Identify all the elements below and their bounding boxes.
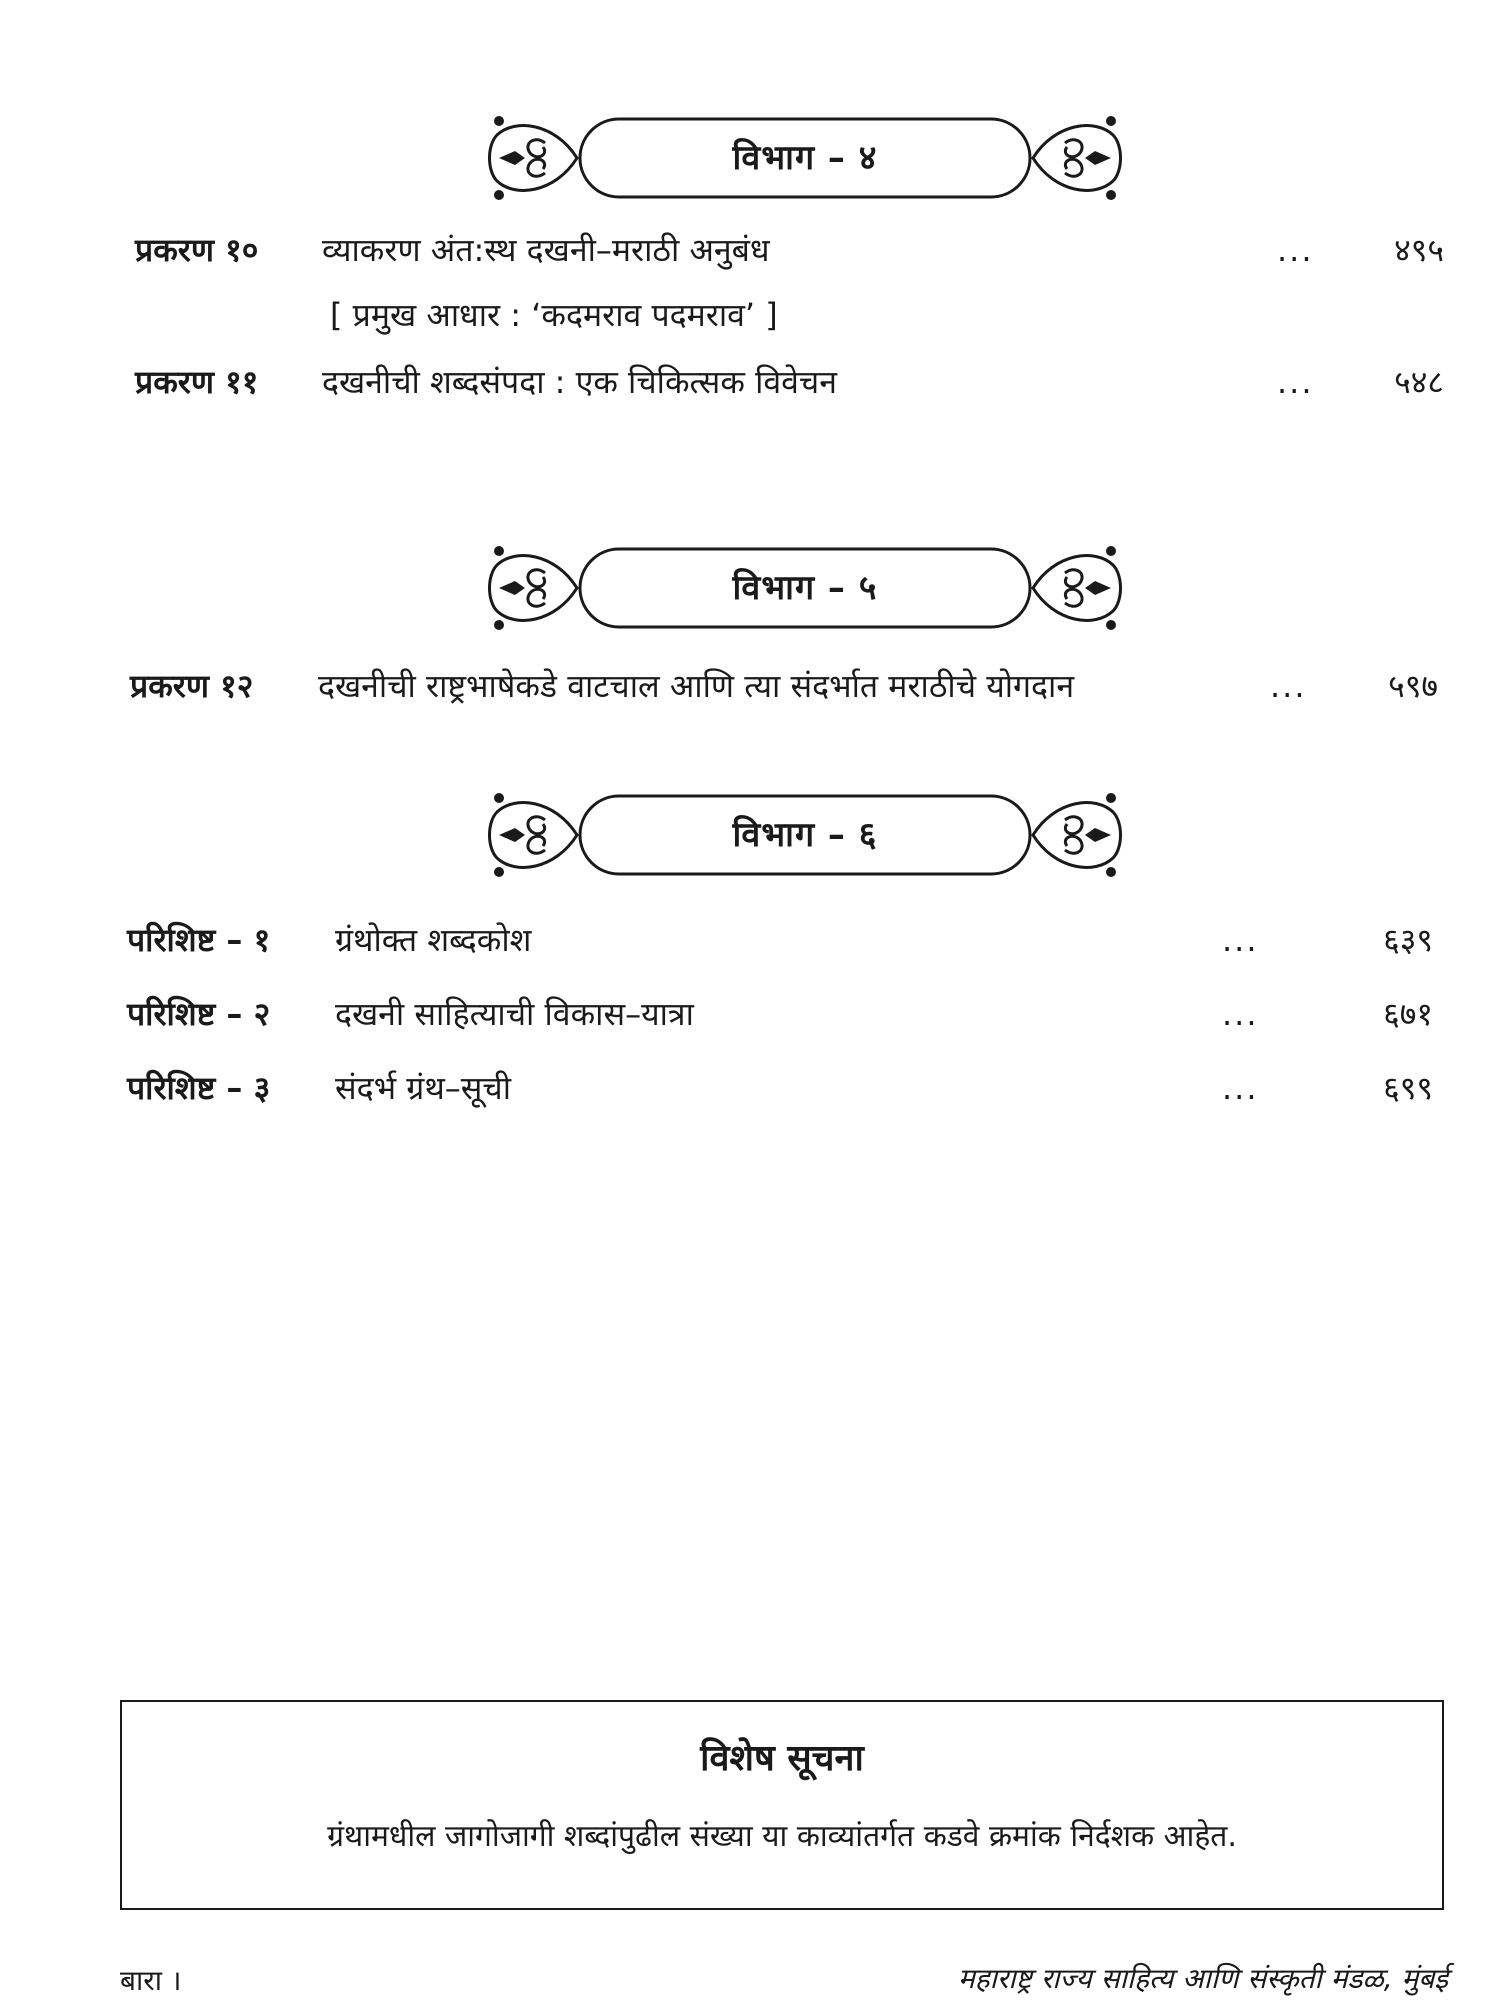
toc-entry-page: ६७१ (1383, 995, 1433, 1033)
toc-entry-title: दखनीची राष्ट्रभाषेकडे वाटचाल आणि त्या संदर्भात मराठीचे योगदान (318, 667, 1075, 705)
toc-entry-title: व्याकरण अंत:स्थ दखनी–मराठी अनुबंध (322, 231, 770, 269)
toc-entry-page: ६३९ (1383, 921, 1433, 959)
toc-entry[interactable] (0, 1058, 1500, 1118)
toc-entry[interactable] (0, 910, 1500, 970)
toc-entry[interactable] (0, 656, 1500, 716)
toc-entry-page: ४९५ (1394, 231, 1444, 269)
toc-entry-subtitle: [ प्रमुख आधार : ‘कदमराव पदमराव’ ] (330, 296, 778, 334)
publisher-footer: महाराष्ट्र राज्य साहित्य आणि संस्कृती मंडळ, मुंबई (958, 1962, 1448, 1995)
toc-entry-page: ६९९ (1383, 1069, 1433, 1107)
page-number-label: बारा । (120, 1964, 182, 1997)
toc-entry-page: ५४८ (1394, 363, 1444, 401)
section-title: विभाग – ४ (732, 138, 878, 178)
section-banner-5 (485, 543, 1125, 633)
section-title: विभाग – ६ (732, 815, 878, 855)
toc-entry-leader: ... (1277, 363, 1314, 401)
toc-entry-leader: ... (1277, 231, 1314, 269)
toc-entry-leader: ... (1222, 1069, 1259, 1107)
toc-entry-label: परिशिष्ट – १ (127, 921, 271, 959)
toc-entry[interactable] (0, 984, 1500, 1044)
toc-entry-label: प्रकरण १० (135, 231, 259, 269)
toc-entry-label: प्रकरण १२ (130, 667, 254, 705)
toc-entry-title: दखनी साहित्याची विकास–यात्रा (335, 995, 694, 1033)
toc-entry-title: ग्रंथोक्त शब्दकोश (335, 921, 532, 959)
toc-entry[interactable] (0, 220, 1500, 280)
toc-entry-title: संदर्भ ग्रंथ–सूची (335, 1069, 512, 1107)
toc-entry-label: परिशिष्ट – ३ (127, 1069, 271, 1107)
section-title: विभाग – ५ (732, 568, 878, 608)
special-note-text: ग्रंथामधील जागोजागी शब्दांपुढील संख्या या काव्यांतर्गत कडवे क्रमांक निर्दशक आहेत. (327, 1819, 1237, 1854)
toc-entry-title: दखनीची शब्दसंपदा : एक चिकित्सक विवेचन (322, 363, 838, 401)
special-note-title: विशेष सूचना (700, 1738, 864, 1779)
special-note-box (120, 1700, 1444, 1910)
section-banner-6 (485, 790, 1125, 880)
toc-entry-leader: ... (1222, 995, 1259, 1033)
toc-entry-label: परिशिष्ट – २ (127, 995, 271, 1033)
toc-entry-label: प्रकरण ११ (135, 363, 259, 401)
toc-entry-leader: ... (1270, 667, 1307, 705)
toc-entry-leader: ... (1222, 921, 1259, 959)
toc-entry-page: ५९७ (1388, 667, 1438, 705)
section-banner-4 (485, 113, 1125, 203)
toc-entry-subnote (0, 285, 1500, 345)
toc-entry[interactable] (0, 352, 1500, 412)
